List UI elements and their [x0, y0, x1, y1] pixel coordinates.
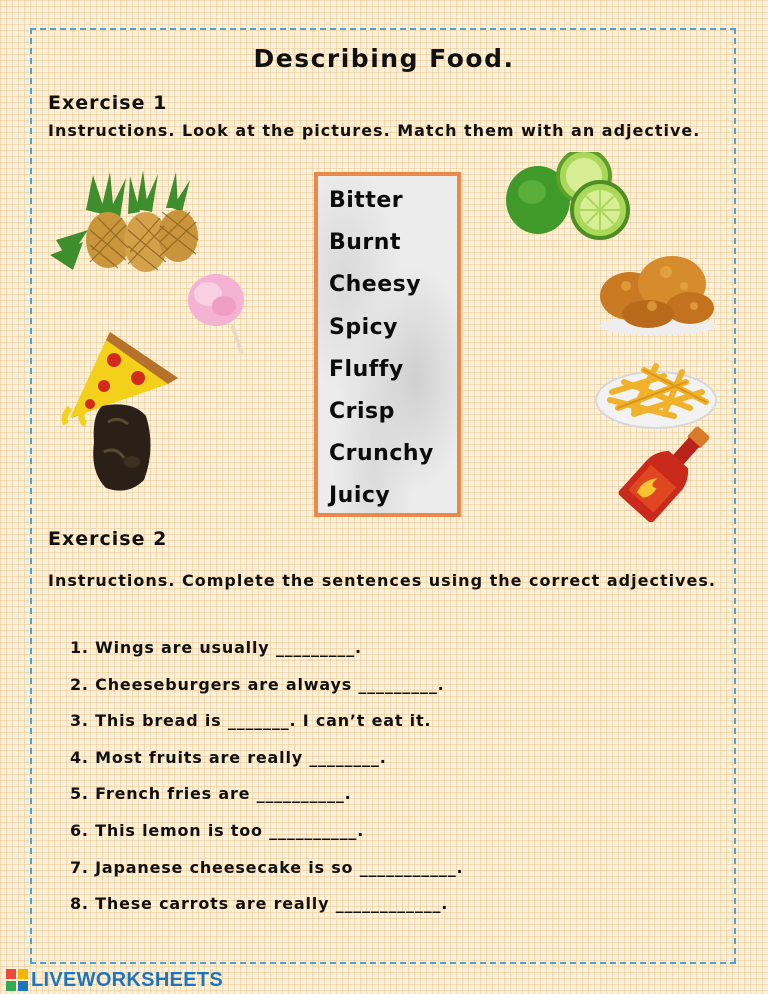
sentence-2[interactable]: 2. Cheeseburgers are always _________. [70, 674, 445, 694]
word-juicy[interactable]: Juicy [329, 483, 391, 509]
hot-sauce-image[interactable] [616, 418, 722, 522]
sentence-4[interactable]: 4. Most fruits are really ________. [70, 747, 387, 767]
sentence-6[interactable]: 6. This lemon is too __________. [70, 820, 365, 840]
cotton-candy-image[interactable] [184, 270, 254, 358]
burnt-potato-image[interactable] [88, 402, 154, 494]
word-fluffy[interactable]: Fluffy [329, 356, 404, 382]
word-burnt[interactable]: Burnt [329, 230, 401, 256]
sentence-7[interactable]: 7. Japanese cheesecake is so ___________. [70, 857, 464, 877]
exercise-1-instructions: Instructions. Look at the pictures. Match them with an adjective. [48, 121, 701, 140]
word-cheesy[interactable]: Cheesy [329, 272, 422, 298]
page-title: Describing Food. [253, 44, 515, 73]
sentence-list [70, 634, 463, 927]
exercise-1-heading: Exercise 1 [48, 92, 168, 114]
word-bank [314, 172, 461, 517]
sentence-3[interactable]: 3. This bread is _______. I can’t eat it. [70, 711, 432, 731]
word-crisp[interactable]: Crisp [329, 398, 395, 424]
pineapples-image[interactable] [48, 170, 200, 278]
word-crunchy[interactable]: Crunchy [329, 441, 434, 467]
exercise-2-heading: Exercise 2 [48, 528, 168, 550]
footer-brand-text: LIVEWORKSHEETS [31, 968, 223, 991]
footer-brand[interactable] [6, 968, 223, 992]
limes-image[interactable] [502, 152, 632, 242]
sentence-1[interactable]: 1. Wings are usually _________. [70, 638, 362, 657]
word-bitter[interactable]: Bitter [329, 188, 404, 213]
exercise-2-instructions: Instructions. Complete the sentences using the correct adjectives. [48, 571, 716, 590]
sentence-5[interactable]: 5. French fries are __________. [70, 784, 352, 804]
sentence-8[interactable]: 8. These carrots are really ____________. [70, 894, 449, 914]
fried-chicken-image[interactable] [596, 246, 718, 336]
word-spicy[interactable]: Spicy [329, 314, 399, 340]
liveworksheets-logo-icon [6, 969, 28, 991]
